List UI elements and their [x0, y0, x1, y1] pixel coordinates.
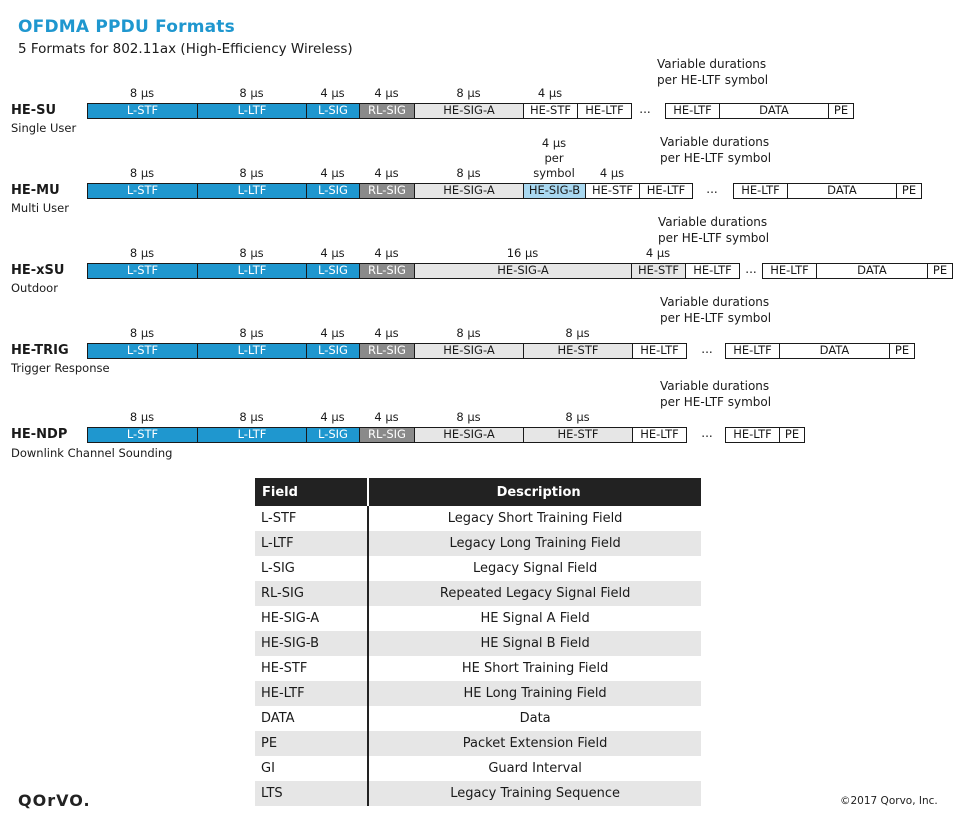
field-l-ltf: L-LTF [197, 263, 307, 279]
field-rl-sig: RL-SIG [359, 183, 415, 199]
field-he-stf: HE-STF [631, 263, 686, 279]
legend-field: L-STF [261, 511, 297, 526]
legend-description: HE Signal B Field [368, 631, 701, 656]
duration-label: 8 µs [456, 86, 481, 100]
field-he-ltf: HE-LTF [577, 103, 632, 119]
legend-description: HE Long Training Field [368, 681, 701, 706]
legend-description: Legacy Training Sequence [368, 781, 701, 806]
duration-label: 4 µs [374, 86, 399, 100]
variable-duration-note-line: Variable durations [660, 295, 770, 309]
legend-field: HE-STF [261, 661, 308, 676]
format-name-he-mu: HE-MU [11, 183, 60, 198]
legend-row [255, 631, 701, 656]
variable-duration-note-line: per HE-LTF symbol [658, 231, 770, 245]
duration-label: 8 µs [129, 326, 155, 340]
field-he-ltf: HE-LTF [639, 183, 693, 199]
legend-field: DATA [261, 711, 295, 726]
field-data: DATA [779, 343, 890, 359]
ellipsis: ... [639, 102, 651, 116]
duration-label: 8 µs [456, 326, 481, 340]
field-he-sig-a: HE-SIG-A [414, 103, 524, 119]
legend-row [255, 556, 701, 581]
field-he-ltf: HE-LTF [762, 263, 817, 279]
field-l-ltf: L-LTF [197, 103, 307, 119]
format-description: Multi User [11, 201, 69, 215]
duration-label: 4 µs [645, 246, 671, 260]
field-l-sig: L-SIG [306, 103, 360, 119]
field-l-ltf: L-LTF [197, 343, 307, 359]
ellipsis: ... [701, 426, 713, 440]
field-he-sig-a: HE-SIG-A [414, 183, 524, 199]
duration-label: 8 µs [239, 86, 264, 100]
format-name-he-xsu: HE-xSU [11, 263, 65, 278]
field-l-sig: L-SIG [306, 343, 360, 359]
format-name-he-trig: HE-TRIG [11, 343, 69, 358]
legend-description: Legacy Short Training Field [368, 506, 701, 531]
legend-description: Legacy Long Training Field [368, 531, 701, 556]
qorvo-logo: QOrVO. [18, 791, 91, 810]
duration-label: 8 µs [239, 246, 264, 260]
duration-label: 4 µs [599, 166, 625, 180]
legend-description: Guard Interval [368, 756, 701, 781]
field-pe: PE [889, 343, 915, 359]
ellipsis: ... [745, 262, 757, 276]
variable-duration-note-line: Variable durations [657, 57, 767, 71]
field-he-stf: HE-STF [523, 427, 633, 443]
format-description: Outdoor [11, 281, 58, 295]
field-pe: PE [927, 263, 953, 279]
field-l-ltf: L-LTF [197, 427, 307, 443]
legend-field: L-LTF [255, 531, 368, 556]
field-l-sig: L-SIG [306, 263, 360, 279]
field-l-stf: L-STF [87, 427, 198, 443]
duration-label: 8 µs [239, 410, 264, 424]
field-rl-sig: RL-SIG [359, 103, 415, 119]
variable-duration-note-line: per HE-LTF symbol [657, 73, 769, 87]
format-name-he-su: HE-SU [11, 103, 57, 118]
field-l-stf: L-STF [87, 263, 198, 279]
field-he-stf: HE-STF [585, 183, 640, 199]
duration-label: 4 µs [320, 410, 345, 424]
legend-row [255, 756, 701, 781]
field-pe: PE [828, 103, 854, 119]
duration-label: 8 µs [565, 410, 590, 424]
field-he-ltf: HE-LTF [725, 427, 780, 443]
field-data: DATA [719, 103, 829, 119]
copyright: ©2017 Qorvo, Inc. [840, 795, 938, 807]
duration-label: 4 µs [320, 86, 345, 100]
page-subtitle: 5 Formats for 802.11ax (High-Efficiency Wireless) [18, 41, 353, 57]
field-l-sig: L-SIG [306, 183, 360, 199]
legend-description: Legacy Signal Field [368, 556, 701, 581]
duration-label: 8 µs [239, 326, 264, 340]
duration-label: 8 µs [239, 166, 264, 180]
duration-label: 8 µs [565, 326, 590, 340]
legend-description: Repeated Legacy Signal Field [368, 581, 701, 606]
legend-row [255, 531, 701, 556]
variable-duration-note-line: Variable durations [658, 215, 768, 229]
legend-description: HE Signal A Field [368, 606, 701, 631]
legend-row [255, 581, 701, 606]
legend-row [255, 656, 701, 681]
legend-field: HE-LTF [255, 681, 368, 706]
legend-row [255, 681, 701, 706]
legend-field: RL-SIG [255, 581, 368, 606]
legend-row [255, 731, 701, 756]
format-description: Trigger Response [11, 361, 110, 375]
field-l-sig: L-SIG [306, 427, 360, 443]
duration-label: 8 µs [129, 246, 155, 260]
duration-label: 4 µs per symbol [533, 136, 575, 180]
field-pe: PE [896, 183, 922, 199]
format-description: Single User [11, 121, 77, 135]
field-data: DATA [816, 263, 928, 279]
variable-duration-note-line: per HE-LTF symbol [660, 395, 772, 409]
duration-label: 4 µs [320, 326, 345, 340]
field-he-sig-a: HE-SIG-A [414, 427, 524, 443]
ellipsis: ... [706, 182, 718, 196]
field-he-sig-a: HE-SIG-A [414, 263, 632, 279]
variable-duration-note-line: per HE-LTF symbol [660, 151, 772, 165]
field-he-ltf: HE-LTF [733, 183, 788, 199]
legend-description: Packet Extension Field [368, 731, 701, 756]
field-l-stf: L-STF [87, 183, 198, 199]
field-he-ltf: HE-LTF [632, 343, 687, 359]
duration-label: 8 µs [456, 410, 481, 424]
field-he-ltf: HE-LTF [725, 343, 780, 359]
field-he-ltf: HE-LTF [632, 427, 687, 443]
duration-label: 4 µs [537, 86, 563, 100]
duration-label: 4 µs [374, 410, 399, 424]
legend-table [255, 478, 701, 806]
legend-header-row [255, 478, 701, 506]
format-name-he-ndp: HE-NDP [11, 427, 68, 442]
field-he-stf: HE-STF [523, 103, 578, 119]
duration-label: 8 µs [129, 86, 155, 100]
duration-label: 4 µs [320, 166, 345, 180]
variable-duration-note-line: per HE-LTF symbol [660, 311, 772, 325]
field-he-sig-a: HE-SIG-A [414, 343, 524, 359]
field-he-sig-b: HE-SIG-B [523, 183, 586, 199]
legend-row [255, 781, 701, 806]
field-l-stf: L-STF [87, 343, 198, 359]
format-description: Downlink Channel Sounding [11, 446, 173, 460]
legend-header-field: Field [255, 478, 368, 506]
ellipsis: ... [701, 342, 713, 356]
variable-duration-note [660, 378, 771, 410]
legend-field: L-SIG [261, 561, 295, 576]
duration-label: 4 µs [374, 246, 399, 260]
legend-field: HE-SIG-B [255, 631, 368, 656]
duration-label: 4 µs [320, 246, 345, 260]
field-data: DATA [787, 183, 897, 199]
variable-duration-note [660, 134, 771, 166]
legend-description: Data [368, 706, 701, 731]
legend-description: HE Short Training Field [368, 656, 701, 681]
variable-duration-note [660, 294, 771, 326]
field-he-ltf: HE-LTF [685, 263, 740, 279]
duration-label: 8 µs [129, 410, 155, 424]
variable-duration-note [657, 56, 768, 88]
variable-duration-note [658, 214, 769, 246]
legend-field: GI [261, 761, 275, 776]
duration-label: 16 µs [506, 246, 539, 260]
duration-label: 8 µs [129, 166, 155, 180]
variable-duration-note-line: Variable durations [660, 379, 770, 393]
field-rl-sig: RL-SIG [359, 263, 415, 279]
field-he-ltf: HE-LTF [665, 103, 720, 119]
legend-row [255, 506, 701, 531]
field-l-ltf: L-LTF [197, 183, 307, 199]
field-pe: PE [779, 427, 805, 443]
duration-label: 8 µs [456, 166, 481, 180]
field-he-stf: HE-STF [523, 343, 633, 359]
legend-row [255, 706, 701, 731]
legend-field: PE [255, 731, 368, 756]
legend-field: HE-SIG-A [261, 611, 320, 626]
legend-header-description: Description [368, 478, 701, 506]
legend-row [255, 606, 701, 631]
field-l-stf: L-STF [87, 103, 198, 119]
duration-label: 4 µs [374, 166, 399, 180]
page-title: OFDMA PPDU Formats [18, 17, 235, 37]
field-rl-sig: RL-SIG [359, 343, 415, 359]
variable-duration-note-line: Variable durations [660, 135, 770, 149]
legend-field: LTS [255, 781, 368, 806]
field-rl-sig: RL-SIG [359, 427, 415, 443]
duration-label: 4 µs [374, 326, 399, 340]
